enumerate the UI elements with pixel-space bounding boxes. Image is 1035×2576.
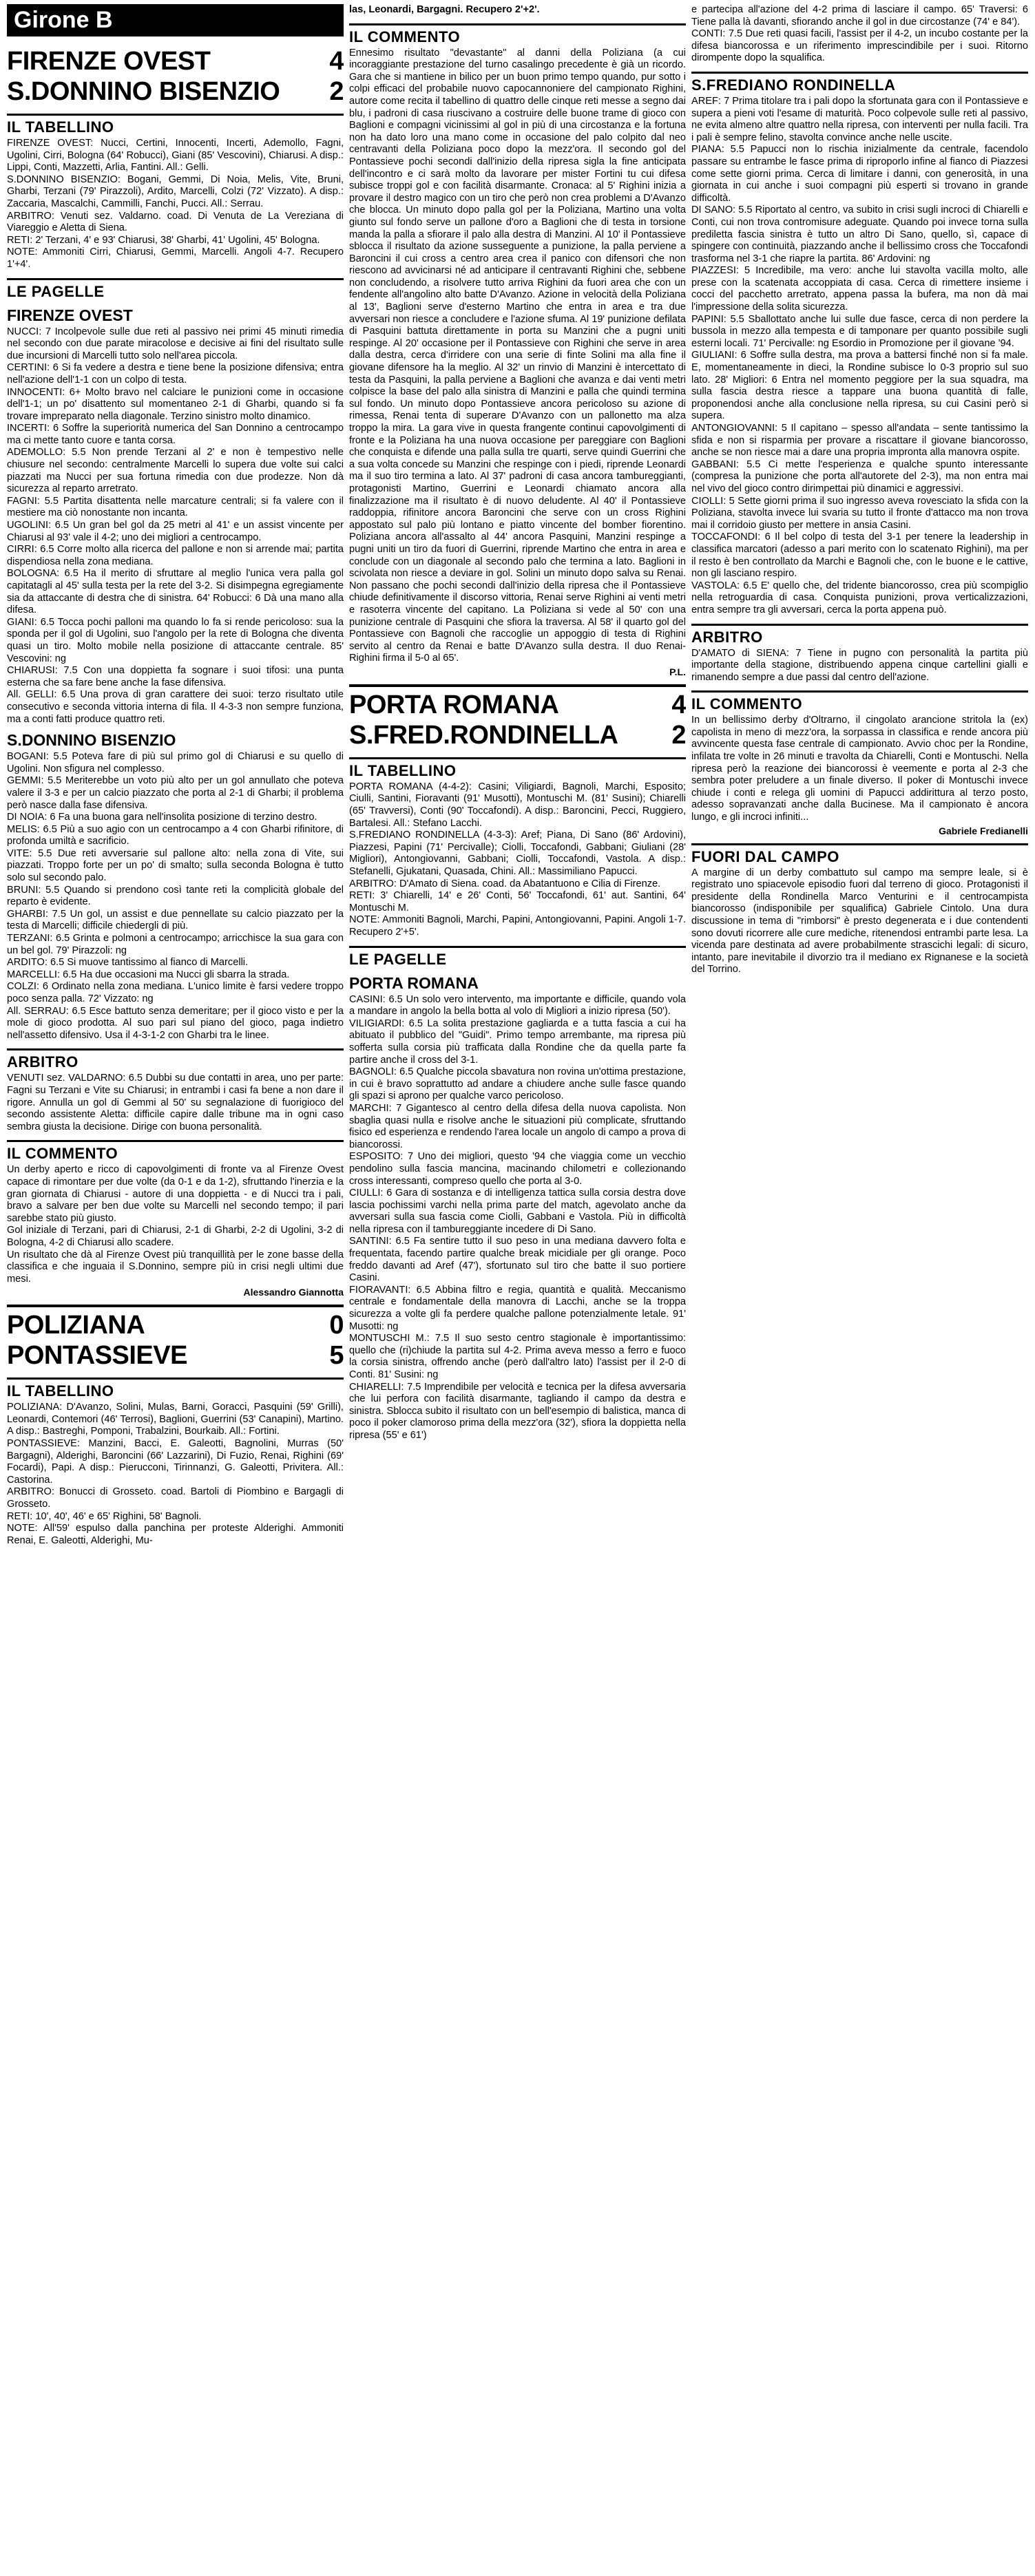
tabellino-line: NOTE: Ammoniti Bagnoli, Marchi, Papini, Antongiovanni, Papini. Angoli 1-7. Recupero 2'+5'. <box>349 914 686 938</box>
tabellino-line: PORTA ROMANA (4-4-2): Casini; Viligiardi, Bagnoli, Marchi, Esposito; Ciulli, Santini, Fioravanti (91' Musotti), Montuschi M. (81' Susini); Chiarelli (65' Travversi), Conti (90' Toccafondi). A disp.: Baroncini, Pecci, Ruggiero, Bartalesi. All.: Stefano Lacchi. <box>349 781 686 829</box>
team-name: PONTASSIEVE <box>7 1341 187 1371</box>
player-rating: COLZI: 6 Ordinato nella zona mediana. L'unico limite è farsi vedere troppo poco senza palla. 72' Vizzato: ng <box>7 981 344 1004</box>
team-score: 2 <box>329 77 344 106</box>
arbitro-text: VENUTI sez. VALDARNO: 6.5 Dubbi su due contatti in area, uno per parte: Fagni su Terzani e Vite su Chiarusi; in entrambi i casi fa bene a non dare il rigore. Annulla un gol di Gemmi al 50' su segnalazione di fuorigioco del secondo assistente Aletta: difficile capire dalle tribune ma in ogni caso sembra giusta la decisione. Dirige con buona personalità. <box>7 1073 344 1132</box>
team-score: 5 <box>329 1341 344 1371</box>
player-rating: CONTI: 7.5 Due reti quasi facili, l'assist per il 4-2, un incubo costante per la difesa biancorossa e un riferimento imprescindibile per i suoi. Ritorno dirompente dopo la squalifica. <box>691 28 1028 64</box>
player-rating: VITE: 5.5 Due reti avversarie sul pallone alto: nella zona di Vite, sui piazzati. Troppo forte per un po' di smalto; sulla seconda Bologna è tutto solo sul secondo palo. <box>7 847 344 884</box>
player-rating: GIULIANI: 6 Soffre sulla destra, ma prova a battersi finché non si fa male. E, momentaneamente in dieci, la Rondine subisce lo 0-3 proprio sul suo lato. 28' Migliori: 6 Entra nel momento peggiore per la sua squadra, ma sulla fascia destra riesce a tappare una buona quantità di falle, proponendosi anche alla conclusione nella ripresa, su cui Casini però si supera. <box>691 350 1028 422</box>
match-score-block <box>349 684 686 750</box>
player-rating: DI NOIA: 6 Fa una buona gara nell'insolita posizione di terzino destro. <box>7 812 317 823</box>
match-row-away <box>7 76 344 107</box>
player-rating: CERTINI: 6 Si fa vedere a destra e tiene bene la posizione difensiva; entra nell'azione dell'1-1 con un colpo di testa. <box>7 362 344 386</box>
tabellino-line: FIRENZE OVEST: Nucci, Certini, Innocenti, Incerti, Ademollo, Fagni, Ugolini, Cirri, Bologna (64' Robucci), Giani (85' Vescovini), Chiarusi. A disp.: Lippi, Conti, Mazzetti, Arlia, Fantini. All.: Gelli. <box>7 138 344 173</box>
section-title-fuori-dal-campo: FUORI DAL CAMPO <box>691 843 1028 866</box>
player-rating: PIAZZESI: 5 Incredibile, ma vero: anche lui stavolta vacilla molto, alle prese con la scatenata accoppiata di casa. Cerca di rimettere insieme i cocci del pacchetto arretrato, appena passa la bufera, ma non dà mai l'impressione della solita sicurezza. <box>691 265 1028 313</box>
match-row-home <box>7 1310 344 1340</box>
player-rating: UGOLINI: 6.5 Un gran bel gol da 25 metri al 41' e un assist vincente per Chiarusi al 93' vale il 4-2; uno dei migliori a centrocampo. <box>7 520 344 543</box>
author-signature: Gabriele Fredianelli <box>939 825 1028 836</box>
arbitro-text: D'AMATO di SIENA: 7 Tiene in pugno con personalità la partita più importante della stagione, distribuendo appena cinque cartellini gialli e rimanendo sempre a due passi dal centro dell'azione. <box>691 647 1028 683</box>
team-name: S.FRED.RONDINELLA <box>349 720 618 750</box>
commento-text: Un derby aperto e ricco di capovolgimenti di fronte va al Firenze Ovest capace di rimontare per due volte (da 0-1 e da 1-2), sfruttando l'inerzia e la gran giornata di Chiarusi - autore di una doppietta - e di Nucci tra i pali, bravo a salvare per ben due volte su Marcelli nel secondo tempo; il pari sarebbe stato più giusto. <box>7 1164 344 1224</box>
player-rating: GEMMI: 5.5 Meriterebbe un voto più alto per un gol annullato che poteva valere il 3-3 e per un calcio piazzato che porta al 2-1 di Gharbi; il problema però nasce dalla fase difensiva. <box>7 775 344 811</box>
section-title-commento: IL COMMENTO <box>691 690 1028 713</box>
player-rating: CASINI: 6.5 Un solo vero intervento, ma importante e difficile, quando vola a mandare in angolo la bella botta al volo di Migliori a inizio ripresa (50'). <box>349 993 686 1017</box>
team-name: PORTA ROMANA <box>349 690 559 719</box>
player-rating: VILIGIARDI: 6.5 La solita prestazione gagliarda e a tutta fascia a cui ha abituato il pubblico del "Guidi". Primo tempo arrembante, ma ripresa più sofferta sulla corsia più trafficata dalla Rondine che da quella parte fa partire anche il cross del 3-1. <box>349 1017 686 1066</box>
tabellino-line: ARBITRO: Bonucci di Grosseto. coad. Bartoli di Piombino e Bargagli di Grosseto. <box>7 1486 344 1510</box>
match-row-away <box>349 720 686 750</box>
player-rating: BOGANI: 5.5 Poteva fare di più sul primo gol di Chiarusi e su quello di Ugolini. Non sfigura nel complesso. <box>7 751 344 774</box>
player-rating: BOLOGNA: 6.5 Ha il merito di sfruttare al meglio l'unica vera palla gol capitatagli al 45' sulla testa per la rete del 3-2. Si disimpegna egregiamente sia da attaccante di destra che di sinistra. 64' Robucci: 6 Dà una mano alla difesa. <box>7 568 344 616</box>
team-name: FIRENZE OVEST <box>7 47 211 76</box>
continued-text: las, Leonardi, Bargagni. Recupero 2'+2'. <box>349 4 540 15</box>
player-rating: INNOCENTI: 6+ Molto bravo nel calciare le punizioni come in occasione dell'1-1; un po' disattento sul momentaneo 2-1 di Gharbi, quando si fa trovare impreparato nella diagonale. Terzino sinistro molto dinamico. <box>7 386 344 422</box>
section-title-commento: IL COMMENTO <box>349 23 686 46</box>
tabellino-line: RETI: 10', 40', 46' e 65' Righini, 58' Bagnoli. <box>7 1510 202 1522</box>
commento-text: In un bellissimo derby d'Oltrarno, il cingolato arancione stritola la (ex) capolista in meno di mezz'ora, la sorpassa in classifica e rende ancora più avvincente questa fase centrale di campionato. Avvio choc per la Rondine, infilata tre volte in 26 minuti e travolta da Chiarelli, Conti e Montuschi. Nella ripresa però la reazione dei biancorossi è veemente e porta al 2-3 che sembra poter preludere a un finale diverso. Il poker di Montuschi invece chiude i conti e relega gli uomini di Papucci addirittura al terzo posto, adesso sopravanzati anche dalla Bucinese. Ma il campionato è ancora lungo, e gli incroci infiniti... <box>691 715 1028 823</box>
player-rating: All. SERRAU: 6.5 Esce battuto senza demeritare; per il gioco visto e per la mole di gioco prodotta. Al suo pari sul piano del gioco, paga indietro nell'assetto difensivo. Usa il 4-3-1-2 con Gharbi tra le linee. <box>7 1005 344 1041</box>
section-title-pagelle: LE PAGELLE <box>349 946 686 969</box>
tabellino-line: NOTE: Ammoniti Cirri, Chiarusi, Gemmi, Marcelli. Angoli 4-7. Recupero 1'+4'. <box>7 246 344 270</box>
team-title: S.DONNINO BISENZIO <box>7 731 176 750</box>
player-rating: FIORAVANTI: 6.5 Abbina filtro e regia, quantità e qualità. Meccanismo centrale e fondamentale della manovra di Lacchi, anche se la troppa sicurezza a volte gli fa perdere qualche pallone potenzialmente letale. 91' Musotti: ng <box>349 1284 686 1332</box>
player-rating: GIANI: 6.5 Tocca pochi palloni ma quando lo fa si rende pericoloso: sua la sponda per il gol di Ugolini, suo l'angolo per la rete di Bologna che diventa quasi un tiro. Molto mobile nella posizione di attaccante centrale. 85' Vescovini: ng <box>7 616 344 664</box>
commento-text: Un risultato che dà al Firenze Ovest più tranquillità per le zone basse della classifica e che inguaia il S.Donnino, sempre più in crisi negli ultimi due mesi. <box>7 1249 344 1285</box>
match-row-away <box>7 1340 344 1371</box>
player-rating: PAPINI: 5.5 Sballottato anche lui sulle due fasce, cerca di non perdere la bussola in mezzo alla tempesta e di tamponare per quanto possibile sugli esterni locali. 71' Percivalle: ng Esordio in Promozione per il giovane '94. <box>691 313 1028 349</box>
player-rating: GHARBI: 7.5 Un gol, un assist e due pennellate su calcio piazzato per la testa di Marcelli; difficile chiedergli di più. <box>7 908 344 932</box>
team-score: 4 <box>671 690 686 719</box>
team-title: S.FREDIANO RONDINELLA <box>691 72 1028 94</box>
match-score-block <box>7 43 344 107</box>
player-rating: ESPOSITO: 7 Uno dei migliori, questo '94 che viaggia come un vecchio pendolino sulla fascia mancina, macinando chilometri e collezionando cross interessanti, compreso quello che porta al 3-0. <box>349 1151 686 1187</box>
section-title-tabellino: IL TABELLINO <box>7 1377 344 1400</box>
player-rating: MARCELLI: 6.5 Ha due occasioni ma Nucci gli sbarra la strada. <box>7 969 290 980</box>
commento-text: Ennesimo risultato "devastante" al danni della Poliziana (a cui incoraggiante prestazione del turno casalingo precedente è già un ricordo. Gara che si mantiene in bilico per un buon primo tempo quando, pur sotto i colpi efficaci del probabile nuovo capocannoniere del campionato Righini, autore come recita il tabellino di quattro delle cinque reti messe a segno dai blu, i padroni di casa riuscivano a costruire delle buone trame di gioco con Baglioni e compagni vicinissimi al gol in più di una circostanza e la fortuna non ha dato loro una mano come in occasione del palo colpito dal neo centravanti della Poliziana poco dopo la mezz'ora. Il secondo gol del Pontassieve pochi secondi dall'inizio della ripresa sigla la fine anticipata dell'incontro e ci sarà molto da lavorare per mister Fortini tu cui difesa subisce troppi gol e con facilità disarmante. Cronaca: al 5' Righini inizia a provare il destro magico con un tiro che però non crea problemi a D'Avanzo che blocca. Un minuto dopo palla gol per la Poliziana, Martino una volta giunto sul fondo serve un pallone d'oro a Baglioni che di testa in torsione manda la palla a sfiorare il palo alla destra di Manzini. Al 10' il Pontassieve sblocca il risultato da azione susseguente a punizione, la palla perviene a Baroncini il cui cross a centro area crea il panico con difensori che non riescono ad avvicinarsi né ad anticipare il centravanti Righini che, sebbene non concludendo, a risolvere tutto arriva Righini da fuori area che con un fendente all'angolino alto batte D'Avanzo. Azione in velocità della Poliziana al 13', Baglioni serve d'esterno Martino che entra in area e tra due avversari non riesce a concludere e l'azione sfuma. Al 19' punizione defilata di Pasquini battuta direttamente in porta su Manzini che a pugni uniti respinge. Al 20' occasione per il Pontassieve con Righini che serve in area dalla destra, cerca d'irridere con una serie di finte Solini ma alla fine il giovane difensore ha la meglio. Al 32' un rinvio di Manzini è intercettato di testa da Pasquini, la palla perviene a Baglioni che avanza e dai venti metri colpisce la base del palo alla sinistra di Manzini e palla che quindi termina sul fondo. Un minuto dopo Pontassieve ancora pericoloso su azione di rimessa, Renai tenta di superare D'Avanzo con un pallonetto ma alza troppo la mira. La gara vive in questa frangente continui capovolgimenti di fronte e la Poliziana ha una nuova occasione per pareggiare con Baglioni che conquista e difende una palla sulla tre quarti, serve quindi Guerrini che a sua volta concede su Manzini che respinge con i piedi, riprende Leonardi ma il suo tiro termina a lato. Al 37' padroni di casa ancora tambureggianti, protagonisti Martino, Guerrini e Leonardi chiamato ancora alla finalizzazione ma il risultato è di nuovo deludente. Al 40' il Pontassieve raddoppia, rifinitore ancora Baroncini che serve con un cross Righini appostato sul palo più lontano e piatto vincente del bomber fiorentino. Poliziana ancora all'assalto al 44' ancora Pasquini, Manzini respinge a pugni uniti un tiro da fuori di Guerrini, riprende Martino che entra in area e conclude con un diagonale al secondo palo che termina a lato. Baglioni in scivolata non riesce a deviare in gol. Solini un minuto dopo salva su Renai. Non passano che pochi secondi dall'inizio della ripresa che il Pontassieve chiude definitivamente il discorso vittoria, Renai serve Righini ai venti metri e rasoterra vincente del capitano. La Poliziana si vede al 50' con una punizione centrale di Pasquini che sfiora la traversa. Al 58' il quarto gol del Pontassieve con Bagnoli che raccoglie un appoggio di testa di Righini servito al centro da Renai e batte D'Avanzo sulla destra. Il duo Renai-Righini firma il 5-0 al 65'. <box>349 47 686 664</box>
section-title-tabellino: IL TABELLINO <box>7 114 344 136</box>
player-rating: AREF: 7 Prima titolare tra i pali dopo la sfortunata gara con il Pontassieve e supera a pieni voti l'esame di maturità. Poco colpevole sulle reti al passivo, ne evita almeno altre quattro nella ripresa, con interventi per nulla facili. Tra i pali è sempre felino, stavolta convince anche nelle uscite. <box>691 95 1028 143</box>
player-rating: MELIS: 6.5 Più a suo agio con un centrocampo a 4 con Gharbi rifinitore, di profonda umiltà e sacrificio. <box>7 823 344 847</box>
team-title: FIRENZE OVEST <box>7 306 133 324</box>
tabellino-line: S.FREDIANO RONDINELLA (4-3-3): Aref; Piana, Di Sano (86' Ardovini), Piazzesi, Papini (71' Percivalle); Ciolli, Toccafondi, Gabbani; Giuliani (28' Migliori), Antongiovanni, Gabbani; Ciolli, Toccafondi, Vastola. A disp.: Stefanelli, Gjukatani, Quasada, Chini. All.: Massimiliano Papucci. <box>349 830 686 878</box>
player-rating: ADEMOLLO: 5.5 Non prende Terzani al 2' e non è tempestivo nelle chiusure nel secondo: centralmente Marcelli lo supera due volte sui calci piazzati ma Nucci per sua fortuna rimedia con due prodezze. Non dà sicurezza al reparto arretrato. <box>7 447 344 495</box>
player-rating: ANTONGIOVANNI: 5 Il capitano – spesso all'andata – sente tantissimo la sfida e non si risparmia per provare a riscattare il giovane biancorosso, anche se non riesce mai a dare una propria impronta alla manovra ospite. <box>691 423 1028 458</box>
team-name: S.DONNINO BISENZIO <box>7 77 280 106</box>
team-score: 0 <box>329 1311 344 1340</box>
player-rating: NUCCI: 7 Incolpevole sulle due reti al passivo nei primi 45 minuti rimedia nel secondo con due parate miracolose e decisive ai fini del risultato sulle due incursioni di Marcelli tutto solo nell'area piccola. <box>7 326 344 361</box>
tabellino-line: RETI: 3' Chiarelli, 14' e 26' Conti, 56' Toccafondi, 61' aut. Santini, 64' Montuschi M. <box>349 890 686 914</box>
section-title-tabellino: IL TABELLINO <box>349 757 686 780</box>
player-rating: CHIARELLI: 7.5 Imprendibile per velocità e tecnica per la difesa avversaria che lui perfora con facilità disarmante, tagliando il campo da destra e sinistra. Sblocca subito il risultato con un bell'esempio di balistica, manca di poco il poker clamoroso prima della mezz'ora (32'), sfiora la doppietta nella ripresa (55' e 61') <box>349 1381 686 1441</box>
tabellino-line: ARBITRO: Venuti sez. Valdarno. coad. Di Venuta de La Vereziana di Viareggio e Aletta di Siena. <box>7 210 344 234</box>
player-rating: SANTINI: 6.5 Fa sentire tutto il suo peso in una mediana davvero folta e frequentata, facendo partire qualche break micidiale per gli orange. Poco freddo davanti ad Aref (47'), sfortunato sul tiro che batte il suo portiere Casini. <box>349 1236 686 1284</box>
match-row-home <box>349 690 686 720</box>
player-rating: BRUNI: 5.5 Quando si prendono così tante reti la complicità globale del reparto è evidente. <box>7 884 344 908</box>
section-title-pagelle: LE PAGELLE <box>7 278 344 301</box>
section-title-arbitro: ARBITRO <box>7 1048 344 1071</box>
player-rating: GABBANI: 5.5 Ci mette l'esperienza e qualche spunto interessante (compresa la punizione che porta all'autorete del 2-3), ma non entra mai nel vivo del gioco contro dirimpettai più dinamici e aggressivi. <box>691 458 1028 494</box>
player-rating: CIULLI: 6 Gara di sostanza e di intelligenza tattica sulla corsia destra dove lascia pochissimi varchi nella prima parte del match, agevolato anche da avversari sulla sua fascia come Ciolli, Gabbani e Vastola. Più in difficoltà nella ripresa con il tambureggiante incedere di Di Sano. <box>349 1187 686 1235</box>
match-row-home <box>7 46 344 76</box>
section-title-arbitro: ARBITRO <box>691 624 1028 646</box>
player-rating: VASTOLA: 6.5 E' quello che, del tridente biancorosso, crea più scompiglio nella retroguardia di casa. Conquista punizioni, prova verticalizzazioni, entra sempre tra gli avversari, cerca la porta appena può. <box>691 580 1028 615</box>
team-score: 4 <box>329 47 344 76</box>
author-signature: Alessandro Giannotta <box>243 1287 344 1298</box>
player-rating: PIANA: 5.5 Papucci non lo rischia inizialmente da centrale, facendolo passare su entrambe le fasce prima di riproporlo infine al fianco di Piazzesi come sette giorni prima. Cerca di limitare i danni, con generosità, in una giornata in cui anche i suoi compagni più esperti si trovano in grande difficoltà. <box>691 144 1028 204</box>
player-rating: All. GELLI: 6.5 Una prova di gran carattere dei suoi: terzo risultato utile consecutivo e seconda vittoria interna di fila. Il 4-3-3 non sempre funziona, ma a conti fatti produce quattro reti. <box>7 689 344 725</box>
player-rating: INCERTI: 6 Soffre la superiorità numerica del San Donnino a centrocampo ma ci mette tanto cuore e tanta corsa. <box>7 423 344 446</box>
player-rating: DI SANO: 5.5 Riportato al centro, va subito in crisi sugli incroci di Chiarelli e Conti, cui non trova contromisure adeguate. Quando poi invece torna sulla prediletta fascia sinistra è tutto un altro Di Sano, quello, sì, capace di spingere con continuità, piazzando anche il bellissimo cross che Toccafondi trasforma nel 3-1 che riapre la partita. 86' Ardovini: ng <box>691 204 1028 264</box>
continued-text: e partecipa all'azione del 4-2 prima di lasciare il campo. 65' Traversi: 6 Tiene palla là davanti, sfiorando anche il gol in due circostanze (74' e 84'). <box>691 4 1028 28</box>
match-score-block <box>7 1305 344 1371</box>
player-rating: BAGNOLI: 6.5 Qualche piccola sbavatura non rovina un'ottima prestazione, in cui è bravo soprattutto ad andare a chiudere anche sulle fasce quando gli spazi si aprono per qualche varco pericoloso. <box>349 1066 686 1102</box>
player-rating: MARCHI: 7 Gigantesco al centro della difesa della nuova capolista. Non sbaglia quasi nulla e risolve anche le situazioni più complicate, sfruttando fisico ed esperienza e rendendo l'area locale un angolo di campo a prova di biancorossi. <box>349 1102 686 1150</box>
player-rating: TERZANI: 6.5 Grinta e polmoni a centrocampo; arricchisce la sua gara con un bel gol. 79' Pirazzoli: ng <box>7 933 344 956</box>
commento-text: Gol iniziale di Terzani, pari di Chiarusi, 2-1 di Gharbi, 2-2 di Ugolini, 3-2 di Bologna, 4-2 di Chiarusi allo scadere. <box>7 1225 344 1248</box>
author-signature: P.L. <box>669 666 686 677</box>
team-title: PORTA ROMANA <box>349 973 479 992</box>
tabellino-line: POLIZIANA: D'Avanzo, Solini, Mulas, Barni, Goracci, Pasquini (59' Grilli), Leonardi, Contemori (46' Terrosi), Baglioni, Guerrini (53' Canapini), Martino. A disp.: Bastreghi, Pomponi, Trabalzini, Bourkaib. All.: Fortini. <box>7 1402 344 1437</box>
section-header-girone: Girone B <box>7 4 344 36</box>
player-rating: FAGNI: 5.5 Partita disattenta nelle marcature centrali; si fa valere con il mestiere ma ciò nonostante non incanta. <box>7 495 344 519</box>
team-score: 2 <box>671 720 686 750</box>
tabellino-line: RETI: 2' Terzani, 4' e 93' Chiarusi, 38' Gharbi, 41' Ugolini, 45' Bologna. <box>7 234 320 246</box>
player-rating: CHIARUSI: 7.5 Con una doppietta fa sognare i suoi tifosi: una punta esterna che sa fare bene anche la fase difensiva. <box>7 665 344 688</box>
tabellino-line: ARBITRO: D'Amato di Siena. coad. da Abatantuono e Cilia di Firenze. <box>349 878 661 889</box>
player-rating: MONTUSCHI M.: 7.5 Il suo sesto centro stagionale è importantissimo: quello che (ri)chiude la partita sul 4-2. Prima aveva messo a ferro e fuoco la corsia sinistra, offrendo anche (però dall'altro lato) l'assist per il 2-0 di Conti. 81' Susini: ng <box>349 1333 686 1380</box>
tabellino-line: NOTE: All'59' espulso dalla panchina per proteste Alderighi. Ammoniti Renai, E. Galeotti, Alderighi, Mu- <box>7 1523 344 1546</box>
column-3 <box>691 4 1028 2572</box>
player-rating: CIOLLI: 5 Sette giorni prima il suo ingresso aveva rovesciato la sfida con la Poliziana, stavolta invece lui svaria su tutto il fronte d'attacco ma non trova mai il corridoio giusto per mettere in ansia Casini. <box>691 495 1028 531</box>
team-name: POLIZIANA <box>7 1311 145 1340</box>
tabellino-line: PONTASSIEVE: Manzini, Bacci, E. Galeotti, Bagnolini, Murras (50' Bargagni), Alderighi, Baroncini (66' Lazzarini), Di Fuzio, Renai, Righini (69' Focardi), Papi. A disp.: Pierucconi, Tirinnanzi, G. Galeotti, Privitera. All.: Castorina. <box>7 1438 344 1486</box>
player-rating: ARDITO: 6.5 Si muove tantissimo al fianco di Marcelli. <box>7 957 249 969</box>
column-2 <box>349 4 686 2572</box>
section-title-commento: IL COMMENTO <box>7 1140 344 1163</box>
fuori-dal-campo-text: A margine di un derby combattuto sul campo ma sempre leale, si è registrato uno spiacevole episodio fuori dal terreno di gioco. Protagonisti il presidente della Rondinella Marco Venturini e il centrocampista biancorosso (indisponibile per squalifica) Gabriele Cintolo. Una dura discussione in tema di "rimborsi" è presto degenerata e i due contendenti sono dovuti ricorrere alle cure mediche, ritenendosi entrambi parte lesa. La vicenda pare destinata ad avere probabilmente strascichi legali: di sicuro, intanto, pare inevitabile il divorzio tra il mediano ex Rignanese e la società del Torrino. <box>691 867 1028 975</box>
column-1 <box>7 4 344 2572</box>
player-rating: CIRRI: 6.5 Corre molto alla ricerca del pallone e non si arrende mai; partita dispendiosa nella zona mediana. <box>7 544 344 567</box>
player-rating: TOCCAFONDI: 6 Il bel colpo di testa del 3-1 per tenere la leadership in classifica marcatori (adesso a pari merito con lo scatenato Righini), ma per il resto è ben controllato da Marchi e Bagnoli che, con le buone e le cattive, non gli lasciano respiro. <box>691 531 1028 580</box>
tabellino-line: S.DONNINO BISENZIO: Bogani, Gemmi, Di Noia, Melis, Vite, Bruni, Gharbi, Terzani (79' Pirazzoli), Ardito, Marcelli, Colzi (72' Vizzato). A disp.: Zaccaria, Mascalchi, Cammilli, Fanchi, Pucci. All.: Serrau. <box>7 173 344 209</box>
